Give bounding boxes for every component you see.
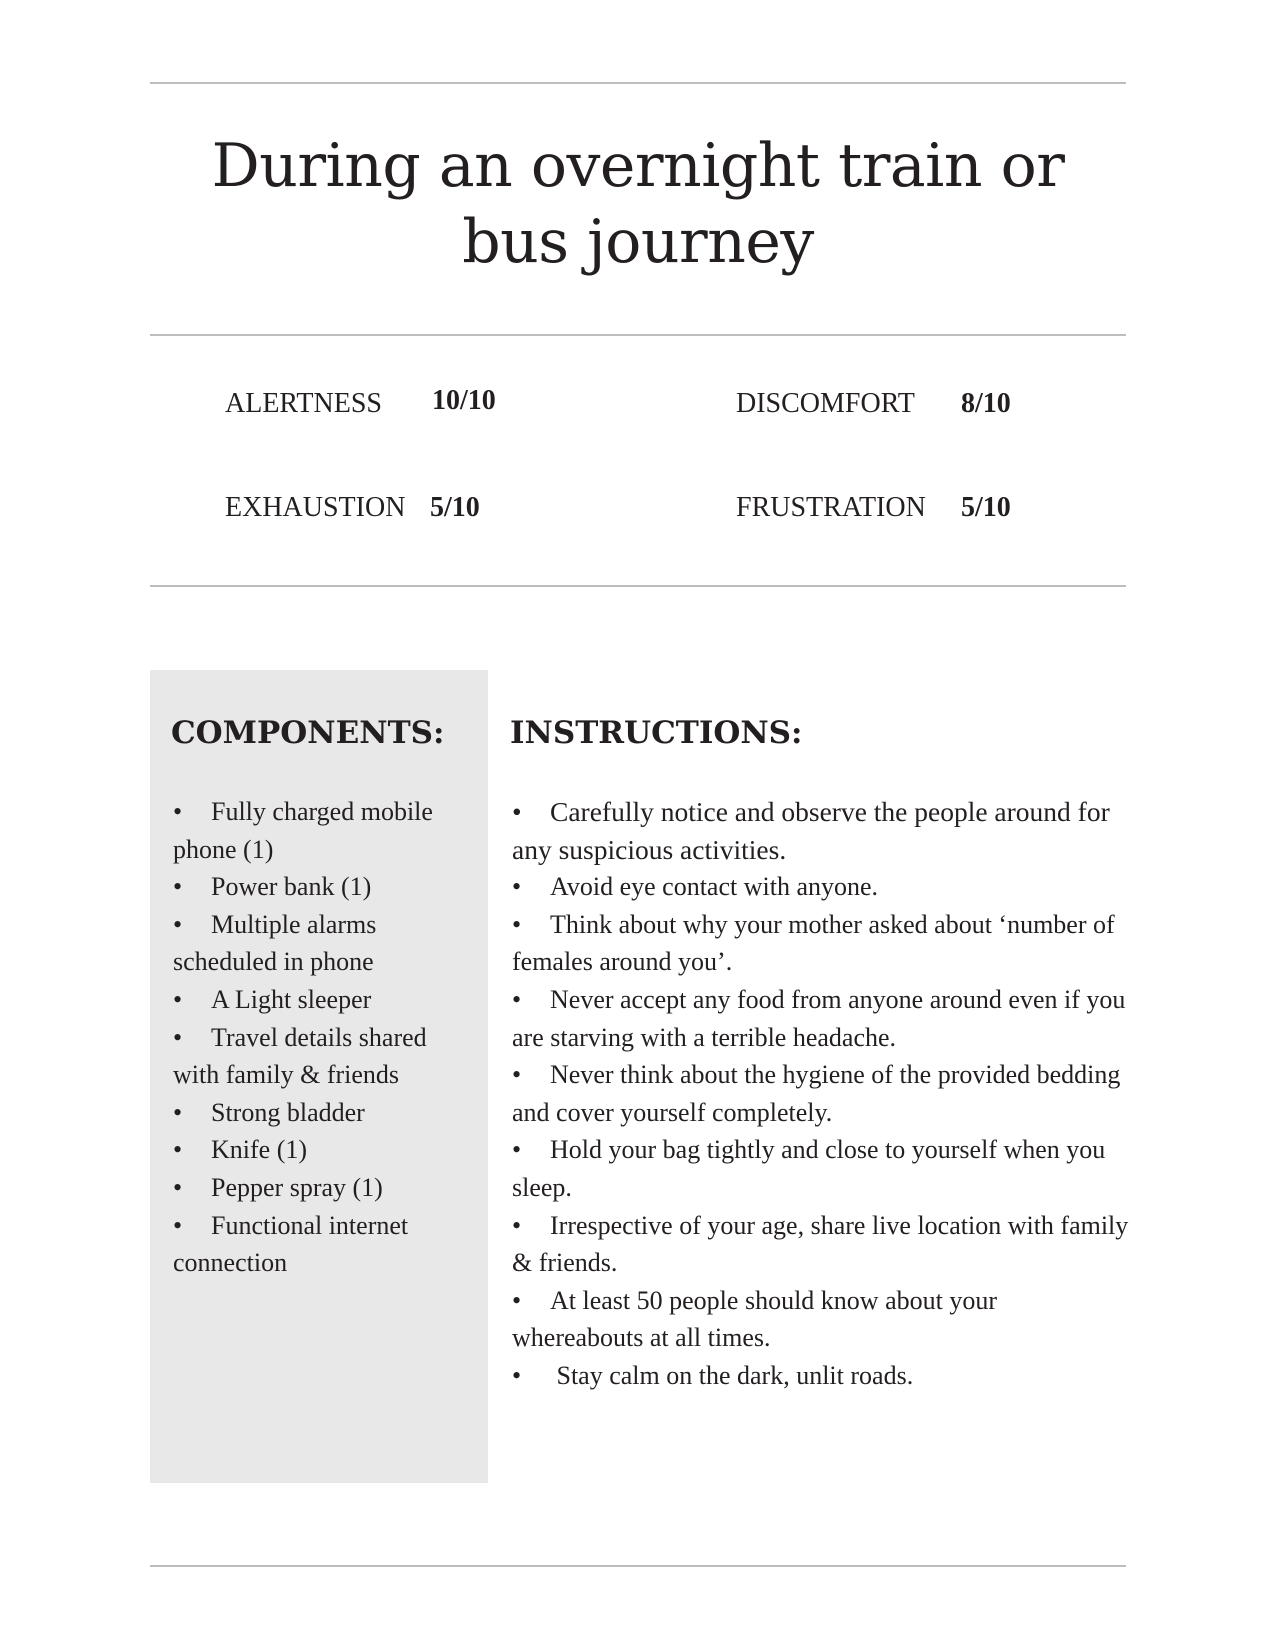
instructions-heading: INSTRUCTIONS: — [510, 715, 803, 751]
stat-exhaustion-label: EXHAUSTION — [225, 492, 406, 523]
stat-discomfort-value: 8/10 — [961, 388, 1011, 419]
stat-alertness-value: 10/10 — [432, 385, 496, 416]
bullet-icon: • — [512, 1210, 522, 1240]
stat-frustration-label: FRUSTRATION — [736, 492, 926, 523]
list-item: • Pepper spray (1) — [173, 1169, 473, 1207]
bullet-icon: • — [173, 1210, 183, 1240]
bullet-icon: • — [512, 1285, 522, 1315]
stat-alertness-label: ALERTNESS — [225, 388, 382, 419]
list-item: • A Light sleeper — [173, 981, 473, 1019]
page-title: During an overnight train or bus journey — [211, 131, 1065, 277]
list-item: • Never think about the hygiene of the provided bedding and cover yourself completely. — [512, 1056, 1132, 1131]
list-item: • Knife (1) — [173, 1131, 473, 1169]
list-item: • Travel details shared with family & friends — [173, 1019, 473, 1094]
bullet-icon: • — [173, 797, 183, 826]
components-heading: COMPONENTS: — [171, 715, 445, 751]
list-item: • Avoid eye contact with anyone. — [512, 868, 1132, 906]
bullet-icon: • — [512, 1060, 522, 1090]
list-item: • Carefully notice and observe the people around for any suspicious activities. — [512, 793, 1132, 868]
list-item: • Think about why your mother asked about ‘number of females around you’. — [512, 906, 1132, 981]
bullet-icon: • — [512, 1360, 522, 1390]
bullet-icon: • — [173, 1097, 183, 1127]
stats-divider — [150, 585, 1126, 587]
bullet-icon: • — [512, 909, 522, 939]
bullet-icon: • — [173, 1172, 183, 1202]
stat-frustration-value: 5/10 — [961, 492, 1011, 523]
list-item: • Power bank (1) — [173, 868, 473, 906]
list-item: • Functional internet connection — [173, 1207, 473, 1282]
list-item: • Fully charged mobile phone (1) — [173, 793, 473, 868]
stat-discomfort-label: DISCOMFORT — [736, 388, 915, 419]
list-item: • Multiple alarms scheduled in phone — [173, 906, 473, 981]
components-list — [173, 793, 473, 1282]
stat-exhaustion-value: 5/10 — [430, 492, 480, 523]
list-item: • Hold your bag tightly and close to yourself when you sleep. — [512, 1131, 1132, 1206]
list-item: • Stay calm on the dark, unlit roads. — [512, 1357, 1132, 1395]
bullet-icon: • — [512, 796, 522, 827]
list-item: • At least 50 people should know about your whereabouts at all times. — [512, 1282, 1132, 1357]
bullet-icon: • — [173, 872, 183, 902]
bullet-icon: • — [173, 1135, 183, 1165]
instructions-list — [512, 793, 1132, 1395]
bullet-icon: • — [173, 909, 183, 939]
bullet-icon: • — [173, 1022, 183, 1052]
bullet-icon: • — [512, 984, 522, 1014]
bottom-divider — [150, 1565, 1126, 1567]
list-item: • Strong bladder — [173, 1094, 473, 1132]
top-divider — [150, 82, 1126, 84]
bullet-icon: • — [512, 1135, 522, 1165]
bullet-icon: • — [512, 872, 522, 902]
list-item: • Irrespective of your age, share live location with family & friends. — [512, 1207, 1132, 1282]
bullet-icon: • — [173, 984, 183, 1014]
title-divider — [150, 334, 1126, 336]
list-item: • Never accept any food from anyone around even if you are starving with a terrible headache. — [512, 981, 1132, 1056]
